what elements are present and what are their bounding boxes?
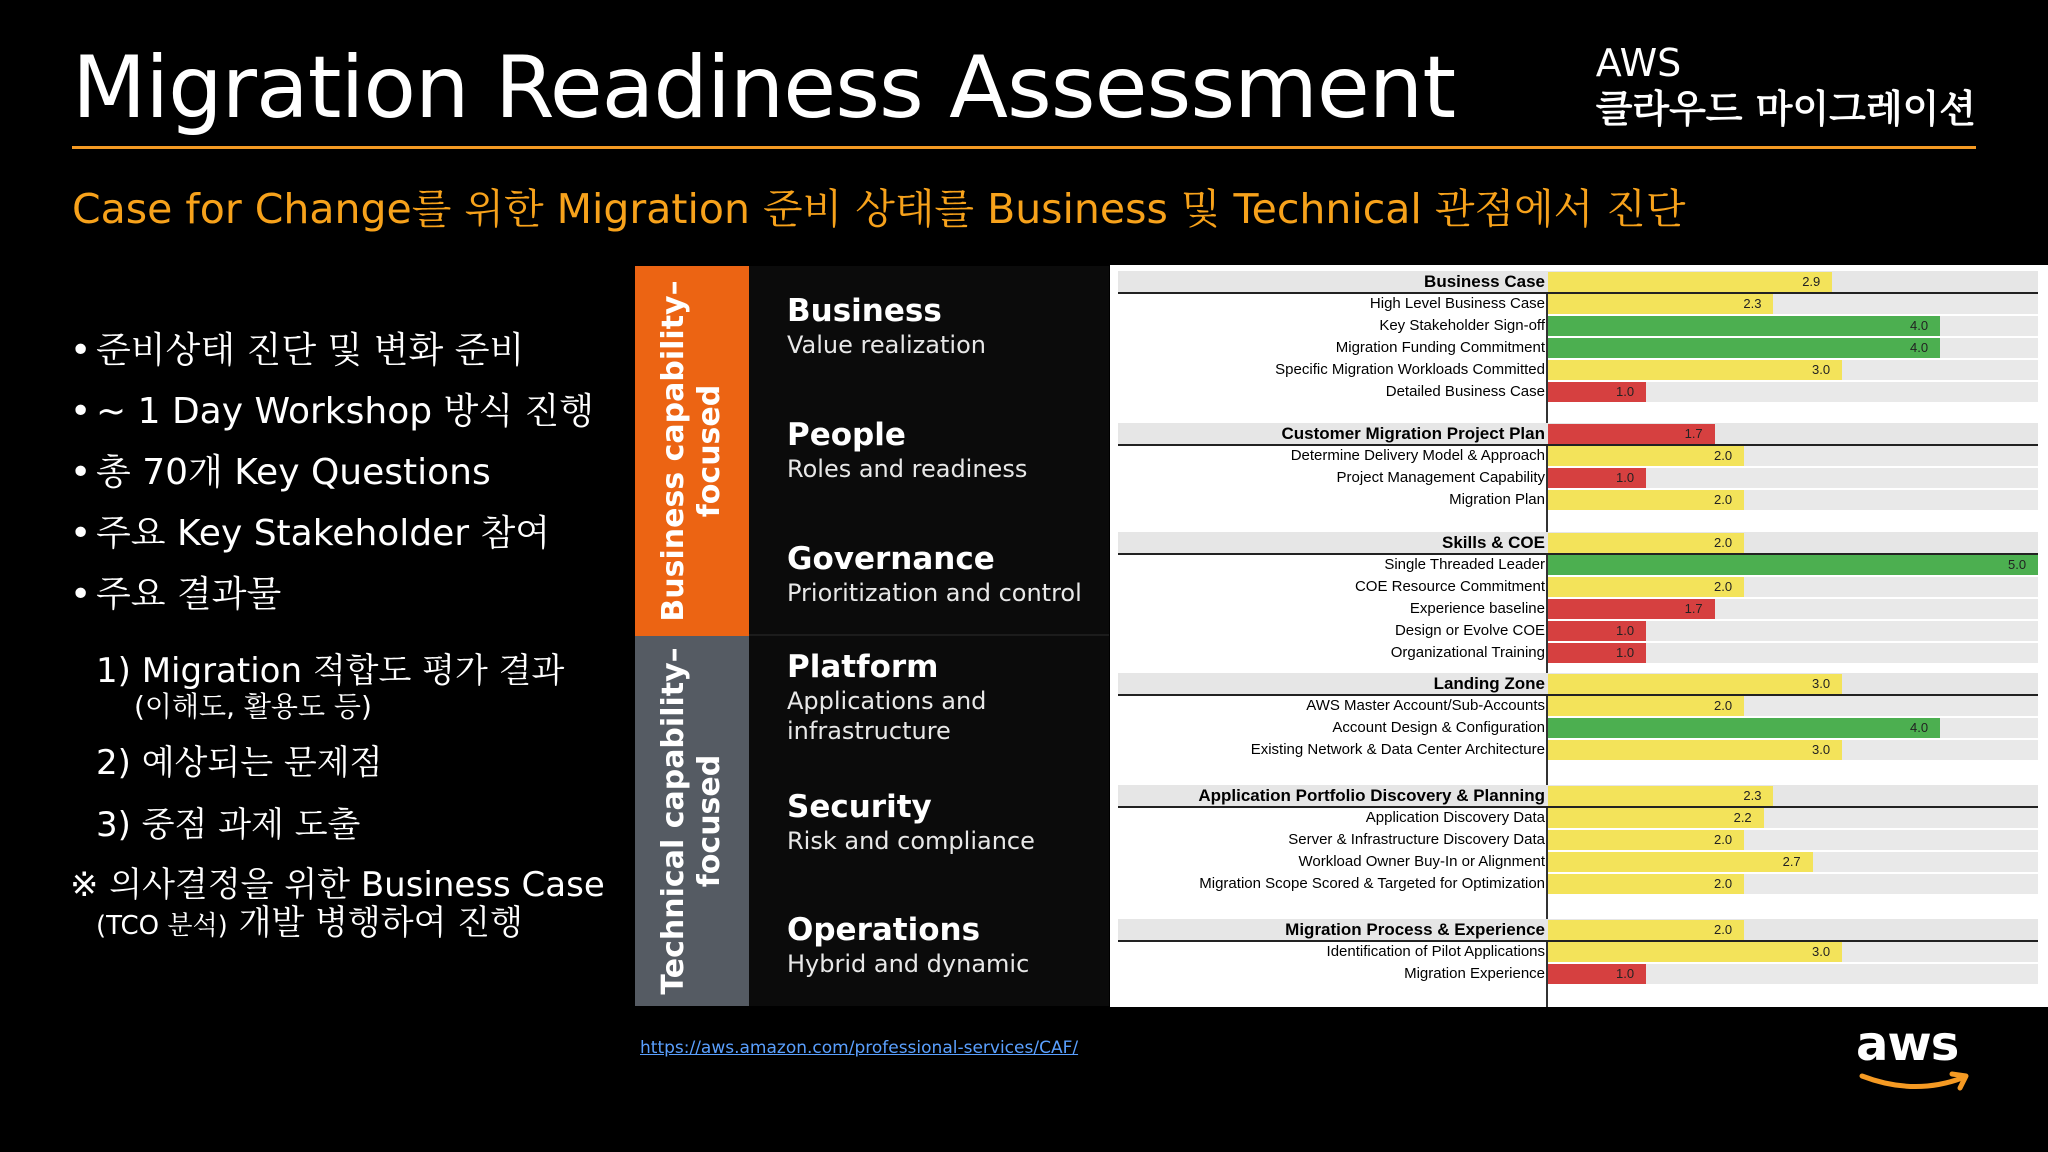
item-label: Server & Infrastructure Discovery Data: [1288, 831, 1545, 848]
chart-item-row: [1110, 807, 2048, 829]
capability-divider: [749, 634, 1109, 636]
item-label: Application Discovery Data: [1365, 809, 1545, 826]
bullet-item: [70, 574, 630, 616]
score-value-label: 1.0: [1616, 470, 1635, 485]
chart-group-row: [1110, 919, 2048, 941]
score-value-label: 2.2: [1733, 810, 1752, 825]
item-label: COE Resource Commitment: [1354, 578, 1545, 595]
chart-item-row: [1110, 489, 2048, 511]
score-value-label: 3.0: [1812, 742, 1831, 757]
item-label: Migration Funding Commitment: [1335, 339, 1545, 356]
score-value-label: 2.3: [1743, 296, 1762, 311]
capability-people: [787, 416, 1107, 484]
score-value-label: 2.0: [1714, 535, 1733, 550]
bullet-text: ~ 1 Day Workshop 방식 진행: [96, 391, 595, 432]
score-value-label: 1.7: [1684, 426, 1703, 441]
chart-item-row: [1110, 963, 2048, 985]
caf-link[interactable]: https://aws.amazon.com/professional-services/CAF/: [640, 1038, 1079, 1058]
chart-item-row: [1110, 598, 2048, 620]
chart-item-row: [1110, 445, 2048, 467]
capability-title: Platform: [787, 649, 939, 685]
capability-desc: Hybrid and dynamic: [787, 950, 1030, 978]
bullet-dot-icon: •: [70, 391, 92, 432]
note-line-2: [96, 904, 630, 945]
readiness-score-chart: [1110, 265, 2048, 1007]
deliverable-item-1: 1) Migration 적합도 평가 결과: [96, 651, 565, 691]
business-capability-band: [635, 266, 749, 636]
bullet-dot-icon: •: [70, 452, 92, 493]
score-bar: [1548, 808, 1764, 828]
chart-item-row: [1110, 554, 2048, 576]
chart-item-row: [1110, 620, 2048, 642]
item-label: Detailed Business Case: [1385, 383, 1545, 400]
score-value-label: 3.0: [1812, 362, 1831, 377]
aws-logo: [1856, 1018, 1976, 1094]
group-label: Customer Migration Project Plan: [1281, 424, 1545, 443]
score-value-label: 3.0: [1812, 944, 1831, 959]
aws-logo-wordmark: aws: [1856, 1016, 1959, 1072]
capability-title: People: [787, 417, 906, 453]
score-value-label: 1.0: [1616, 645, 1635, 660]
score-bar: [1548, 338, 1940, 358]
score-bar: [1548, 942, 1842, 962]
score-value-label: 1.0: [1616, 623, 1635, 638]
bullet-item: [70, 330, 630, 372]
item-label: Existing Network & Data Center Architecture: [1250, 741, 1545, 758]
bullet-text: 주요 결과물: [96, 574, 282, 615]
score-value-label: 2.9: [1802, 274, 1821, 289]
score-value-label: 2.3: [1743, 788, 1762, 803]
group-label: Migration Process & Experience: [1285, 920, 1545, 939]
bullet-text: 주요 Key Stakeholder 참여: [96, 513, 551, 554]
deliverable-item-2: 2) 예상되는 문제점: [96, 743, 383, 783]
capability-business: [787, 292, 1107, 360]
group-label: Landing Zone: [1433, 674, 1545, 693]
group-label: Skills & COE: [1442, 533, 1545, 552]
item-label: Experience baseline: [1409, 600, 1545, 617]
score-value-label: 4.0: [1910, 720, 1929, 735]
item-label: Account Design & Configuration: [1332, 719, 1545, 736]
item-label: Specific Migration Workloads Committed: [1275, 361, 1545, 378]
chart-item-row: [1110, 576, 2048, 598]
capability-governance: [787, 540, 1107, 608]
score-bar: [1548, 740, 1842, 760]
deliverable-item-1-detail: (이해도, 활용도 등): [134, 690, 372, 723]
score-bar: [1548, 674, 1842, 694]
chart-item-row: [1110, 467, 2048, 489]
bullet-dot-icon: •: [70, 574, 92, 615]
bullet-list: [70, 330, 630, 635]
capability-security: [787, 788, 1107, 856]
note-line-2-text: 개발 병행하여 진행: [227, 903, 523, 943]
brand-line-korean: 클라우드 마이그레이션: [1595, 87, 1976, 131]
chart-item-row: [1110, 642, 2048, 664]
bullet-item: [70, 452, 630, 494]
score-value-label: 2.0: [1714, 832, 1733, 847]
chart-group-row: [1110, 271, 2048, 293]
score-value-label: 1.7: [1684, 601, 1703, 616]
business-case-note: [70, 866, 630, 945]
aws-smile-icon: [1856, 1070, 1976, 1094]
chart-group-row: [1110, 532, 2048, 554]
capability-desc: Prioritization and control: [787, 579, 1082, 607]
item-label: Workload Owner Buy-In or Alignment: [1298, 853, 1545, 870]
page-title: Migration Readiness Assessment: [72, 38, 1456, 138]
group-label: Business Case: [1424, 272, 1545, 291]
chart-item-row: [1110, 293, 2048, 315]
capability-operations: [787, 911, 1107, 979]
bullet-text: 총 70개 Key Questions: [96, 452, 491, 493]
score-value-label: 2.0: [1714, 579, 1733, 594]
capability-title: Business: [787, 293, 942, 329]
brand-line-aws: AWS: [1595, 41, 1682, 85]
score-value-label: 2.0: [1714, 492, 1733, 507]
chart-group-row: [1110, 673, 2048, 695]
score-value-label: 2.0: [1714, 698, 1733, 713]
capability-title: Security: [787, 789, 932, 825]
item-label: Determine Delivery Model & Approach: [1290, 447, 1545, 464]
capability-desc: Applications and infrastructure: [787, 687, 987, 745]
score-bar: [1548, 718, 1940, 738]
chart-item-row: [1110, 315, 2048, 337]
page-subtitle: Case for Change를 위한 Migration 준비 상태를 Business 및 Technical 관점에서 진단: [72, 185, 1686, 233]
item-label: Design or Evolve COE: [1394, 622, 1545, 639]
note-line-1: ※ 의사결정을 위한 Business Case: [70, 865, 605, 905]
item-label: AWS Master Account/Sub-Accounts: [1306, 697, 1545, 714]
capability-list-bg: [749, 266, 1109, 1006]
business-capability-label: Business capability– focused: [656, 280, 727, 622]
capability-desc: Value realization: [787, 331, 986, 359]
item-label: Migration Experience: [1404, 965, 1545, 982]
chart-item-row: [1110, 873, 2048, 895]
chart-item-row: [1110, 941, 2048, 963]
bullet-dot-icon: •: [70, 513, 92, 554]
capability-desc: Risk and compliance: [787, 827, 1035, 855]
chart-item-row: [1110, 381, 2048, 403]
deliverables-list: [96, 650, 616, 846]
brand-block: [1596, 40, 1976, 132]
score-value-label: 2.0: [1714, 876, 1733, 891]
score-bar: [1548, 786, 1773, 806]
score-bar: [1548, 555, 2038, 575]
chart-item-row: [1110, 717, 2048, 739]
chart-group-row: [1110, 785, 2048, 807]
title-divider: [72, 146, 1976, 149]
chart-item-row: [1110, 739, 2048, 761]
bullet-text: 준비상태 진단 및 변화 준비: [96, 330, 525, 371]
chart-group-row: [1110, 423, 2048, 445]
chart-item-row: [1110, 337, 2048, 359]
score-value-label: 1.0: [1616, 966, 1635, 981]
score-bar: [1548, 294, 1773, 314]
group-label: Application Portfolio Discovery & Planning: [1198, 786, 1545, 805]
bullet-item: [70, 513, 630, 555]
item-label: High Level Business Case: [1369, 295, 1545, 312]
capability-title: Governance: [787, 541, 995, 577]
item-label: Identification of Pilot Applications: [1326, 943, 1545, 960]
score-value-label: 1.0: [1616, 384, 1635, 399]
chart-item-row: [1110, 695, 2048, 717]
item-label: Migration Scope Scored & Targeted for Optimization: [1199, 875, 1545, 892]
score-value-label: 4.0: [1910, 318, 1929, 333]
item-label: Single Threaded Leader: [1384, 556, 1545, 573]
item-label: Migration Plan: [1449, 491, 1545, 508]
score-bar: [1548, 852, 1813, 872]
score-bar: [1548, 272, 1832, 292]
score-value-label: 2.0: [1714, 922, 1733, 937]
bullet-item: [70, 391, 630, 433]
score-bar: [1548, 360, 1842, 380]
score-value-label: 2.7: [1782, 854, 1801, 869]
score-bar: [1548, 316, 1940, 336]
capability-desc: Roles and readiness: [787, 455, 1028, 483]
score-value-label: 3.0: [1812, 676, 1831, 691]
technical-capability-band: [635, 636, 749, 1006]
score-value-label: 2.0: [1714, 448, 1733, 463]
chart-item-row: [1110, 851, 2048, 873]
score-value-label: 4.0: [1910, 340, 1929, 355]
deliverable-item-3: 3) 중점 과제 도출: [96, 805, 361, 845]
item-label: Organizational Training: [1390, 644, 1545, 661]
capability-platform: [787, 648, 1077, 746]
chart-item-row: [1110, 359, 2048, 381]
chart-item-row: [1110, 829, 2048, 851]
note-tco: (TCO 분석): [96, 911, 228, 941]
score-value-label: 5.0: [2008, 557, 2027, 572]
item-label: Project Management Capability: [1336, 469, 1545, 486]
bullet-dot-icon: •: [70, 330, 92, 371]
capability-title: Operations: [787, 912, 981, 948]
item-label: Key Stakeholder Sign-off: [1379, 317, 1545, 334]
technical-capability-label: Technical capability– focused: [656, 647, 727, 995]
